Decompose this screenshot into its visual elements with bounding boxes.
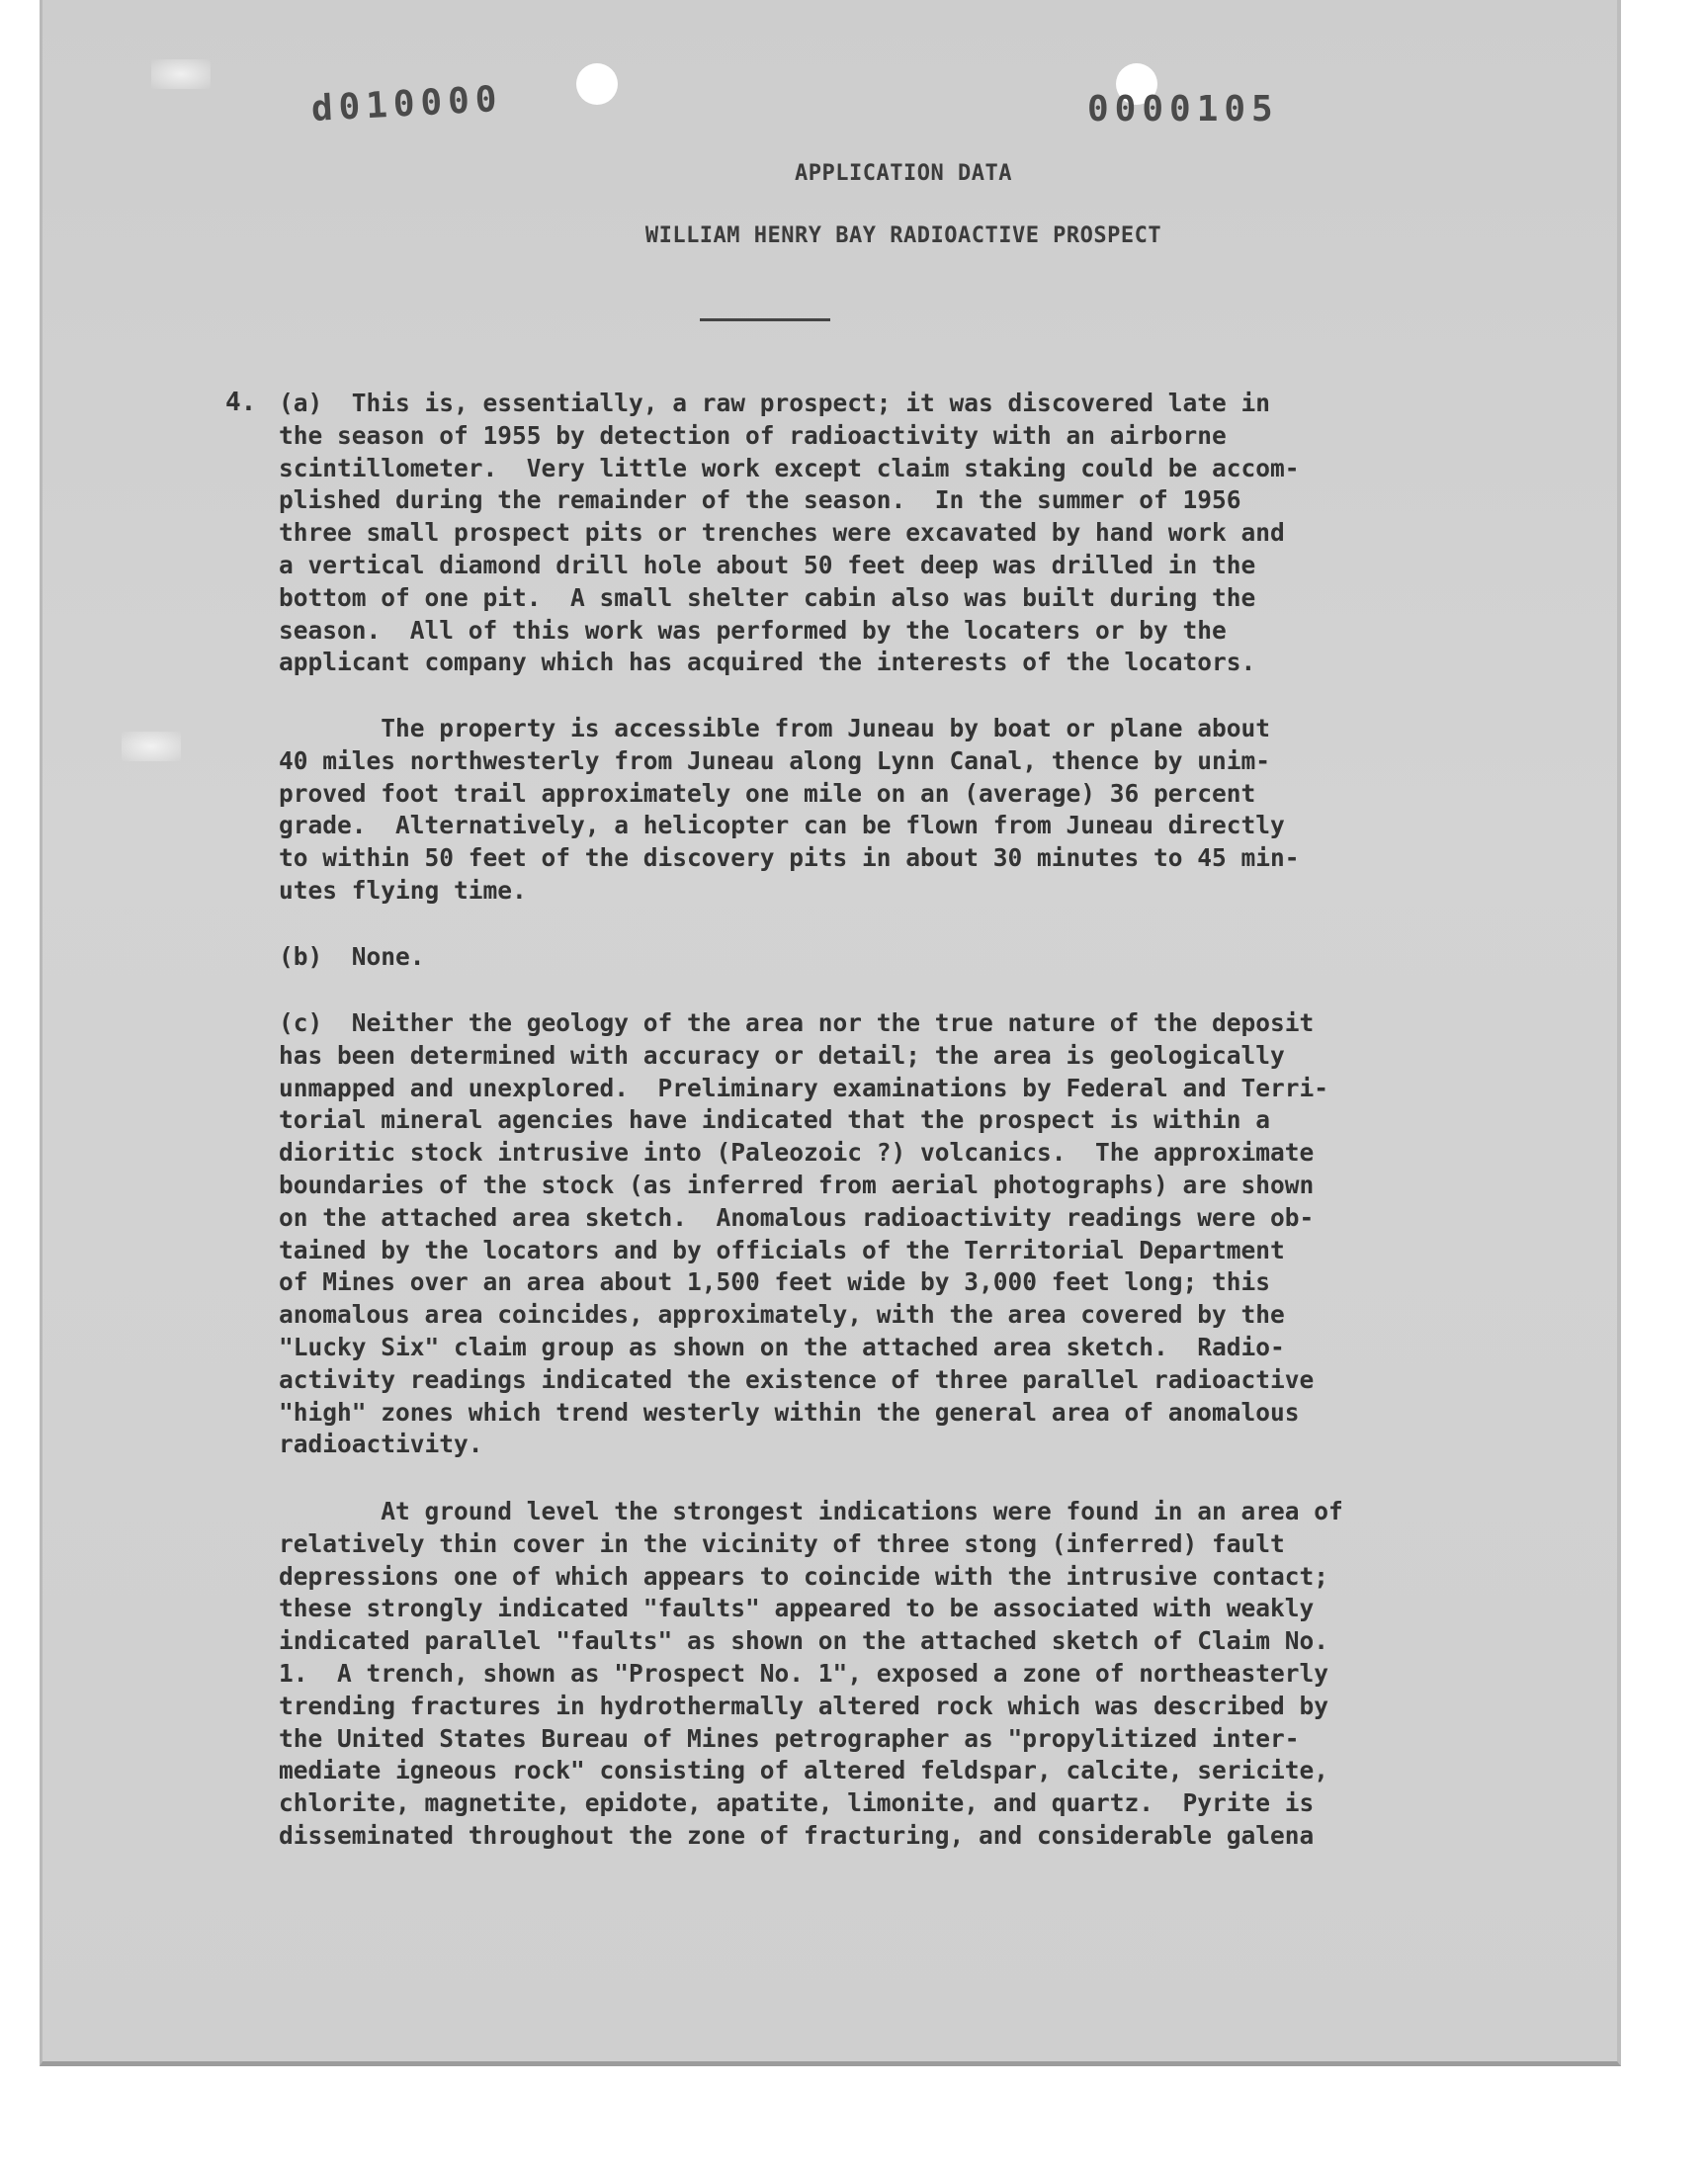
item-number: 4. xyxy=(225,388,257,417)
paper-smudge xyxy=(151,59,211,89)
paragraph-a: (a) This is, essentially, a raw prospect; it was discovered late in the season of 1955 by detection of radioactivity with an airborne scintillometer. Very little work except claim staking could be accom- plished during the remainder of the season. In the summer of 1956 three small prospect pits or trenches were excavated by hand work and a vertical diamond drill hole about 50 feet deep was drilled in the bottom of one pit. A small shelter cabin also was built during the season. All of this work was performed by the locaters or by the applicant company which has acquired the interests of the locators. xyxy=(279,389,1300,677)
document-number-left: d010000 xyxy=(309,78,504,130)
document-number-right: 0000105 xyxy=(1087,89,1279,130)
paragraph-ground-level: At ground level the strongest indications were found in an area of relatively thin cover in the vicinity of three stong (inferred) fault depressions one of which appears to coincide with the intrusive contact; these strongly indicated "faults" appeared to be associated with weakly indicated parallel "faults" as shown on the attached sketch of Claim No. 1. A trench, shown as "Prospect No. 1", exposed a zone of northeasterly trending fractures in hydrothermally altered rock which was described by the United States Bureau of Mines petrographer as "propylitized inter- mediate igneous rock" consisting of altered feldspar, calcite, sericite, chlorite, magnetite, epidote, apatite, limonite, and quartz. Pyrite is disseminated throughout the zone of fracturing, and considerable galena xyxy=(279,1497,1343,1850)
page-title: APPLICATION DATA xyxy=(795,161,1012,186)
punch-hole-left xyxy=(576,63,618,105)
title-divider xyxy=(700,318,830,321)
paragraph-b: (b) None. xyxy=(279,942,425,971)
paper-smudge xyxy=(122,732,181,761)
page-subtitle: WILLIAM HENRY BAY RADIOACTIVE PROSPECT xyxy=(644,223,1162,248)
paragraph-c: (c) Neither the geology of the area nor the true nature of the deposit has been determined with accuracy or detail; the area is geologically unmapped and unexplored. Preliminary examinations by Federal and Terri- torial mineral agencies have indicated that the prospect is within a dioritic stock intrusive into (Paleozoic ?) volcanics. The approximate boundaries of the stock (as inferred from aerial photographs) are shown on the attached area sketch. Anomalous radioactivity readings were ob- tained by the locators and by officials of the Territorial Department of Mines over an area about 1,500 feet wide by 3,000 feet long; this anomalous area coincides, approximately, with the area covered by the "Lucky Six" claim group as shown on the attached area sketch. Radio- activity readings indicated the existence of three parallel radioactive "high" zones which trend westerly within the general area of anomalous radioactivity. xyxy=(279,1008,1329,1459)
paragraph-access: The property is accessible from Juneau by boat or plane about 40 miles northwesterly from Juneau along Lynn Canal, thence by unim- proved foot trail approximately one mile on an (average) 36 percent grade. Alternatively, a helicopter can be flown from Juneau directly to within 50 feet of the discovery pits in about 30 minutes to 45 min- utes flying time. xyxy=(279,714,1300,905)
